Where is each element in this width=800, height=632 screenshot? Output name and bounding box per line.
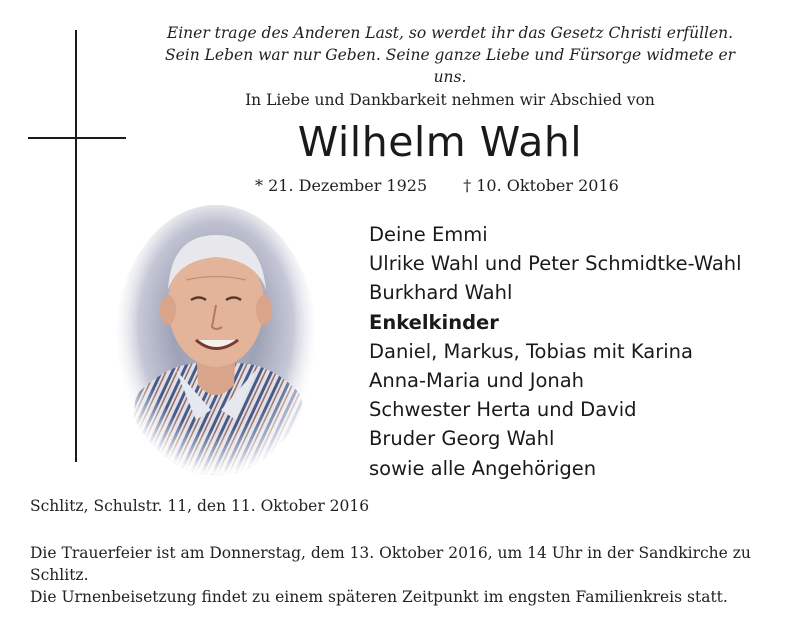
bible-verse (150, 22, 750, 88)
cross-icon-horizontal-bar (28, 137, 126, 139)
cross-icon-vertical-bar (75, 30, 77, 462)
burial-info: Die Urnenbeisetzung findet zu einem späteren Zeitpunkt im engsten Familienkreis statt. (30, 588, 728, 606)
funeral-service-info: Die Trauerfeier ist am Donnerstag, dem 13. Oktober 2016, um 14 Uhr in der Sandkirche zu Schlitz. (30, 544, 751, 584)
mourner-line: Anna-Maria und Jonah (369, 369, 585, 393)
farewell-intro: In Liebe und Dankbarkeit nehmen wir Abschied von (245, 91, 655, 109)
verse-line-1: Einer trage des Anderen Last, so werdet ihr das Gesetz Christi erfüllen. (166, 24, 734, 42)
portrait-illustration (116, 205, 316, 475)
portrait-photo (116, 205, 316, 475)
mourner-line: Daniel, Markus, Tobias mit Karina (369, 339, 693, 363)
funeral-notice (30, 542, 770, 608)
location-date: Schlitz, Schulstr. 11, den 11. Oktober 2016 (30, 497, 370, 515)
birth-date: * 21. Dezember 1925 (255, 176, 428, 195)
mourner-line: Ulrike Wahl und Peter Schmidtke-Wahl (369, 252, 742, 276)
life-dates (255, 176, 619, 195)
mourner-line: sowie alle Angehörigen (369, 456, 597, 480)
mourner-line: Bruder Georg Wahl (369, 427, 555, 451)
deceased-name: Wilhelm Wahl (297, 118, 583, 166)
mourner-line: Burkhard Wahl (369, 281, 513, 305)
mourner-line: Deine Emmi (369, 223, 488, 246)
death-date: † 10. Oktober 2016 (463, 176, 619, 195)
mourners-list (369, 220, 742, 483)
mourner-line: Schwester Herta und David (369, 398, 637, 422)
mourner-group-heading: Enkelkinder (369, 310, 499, 334)
verse-line-2: Sein Leben war nur Geben. Seine ganze Liebe und Fürsorge widmete er uns. (164, 46, 736, 86)
